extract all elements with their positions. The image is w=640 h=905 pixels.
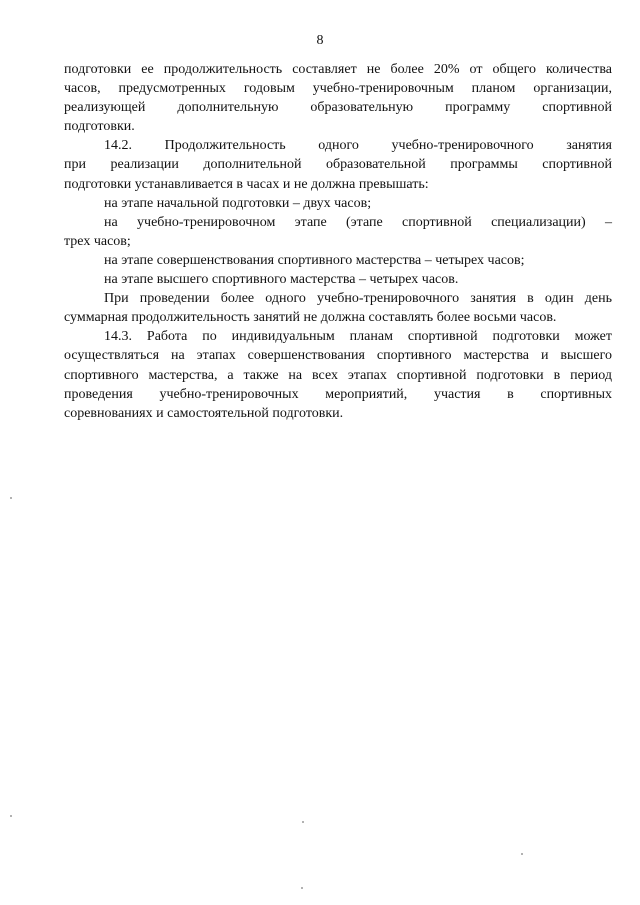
text-line: на этапе высшего спортивного мастерства – четырех часов. <box>104 272 459 288</box>
scan-speck <box>10 497 12 499</box>
text-line: осуществляться на этапах совершенствования спортивного мастерства и высшего <box>64 348 612 364</box>
text-line: При проведении более одного учебно-тренировочного занятия в один день <box>104 291 612 307</box>
text-line: подготовки ее продолжительность составляет не более 20% от общего количества <box>64 62 612 77</box>
text-line: при реализации дополнительной образовательной программы спортивной <box>64 157 612 173</box>
text-line: суммарная продолжительность занятий не должна составлять более восьми часов. <box>64 310 557 326</box>
text-line: подготовки устанавливается в часах и не должна превышать: <box>64 176 429 192</box>
text-line: спортивного мастерства, а также на всех этапах спортивной подготовки в период <box>64 367 612 383</box>
text-line: на этапе совершенствования спортивного мастерства – четырех часов; <box>104 252 525 268</box>
text-line: 14.2. Продолжительность одного учебно-тренировочного занятия <box>104 138 612 154</box>
text-line: трех часов; <box>64 233 131 249</box>
text-line: на этапе начальной подготовки – двух часов; <box>104 195 372 211</box>
text-line: подготовки. <box>64 119 135 135</box>
scan-speck <box>302 821 304 823</box>
text-line: реализующей дополнительную образовательную программу спортивной <box>64 100 612 116</box>
scan-speck <box>521 853 523 855</box>
text-line: проведения учебно-тренировочных мероприятий, участия в спортивных <box>64 386 612 402</box>
text-line: 14.3. Работа по индивидуальным планам спортивной подготовки может <box>104 329 612 345</box>
text-line: соревнованиях и самостоятельной подготовки. <box>64 405 344 421</box>
scan-speck <box>10 815 12 817</box>
text-line: на учебно-тренировочном этапе (этапе спортивной специализации) – <box>104 214 612 230</box>
page-number: 8 <box>316 33 324 48</box>
scan-speck <box>301 887 303 889</box>
text-line: часов, предусмотренных годовым учебно-тренировочным планом организации, <box>64 81 612 97</box>
document-body <box>64 60 612 423</box>
